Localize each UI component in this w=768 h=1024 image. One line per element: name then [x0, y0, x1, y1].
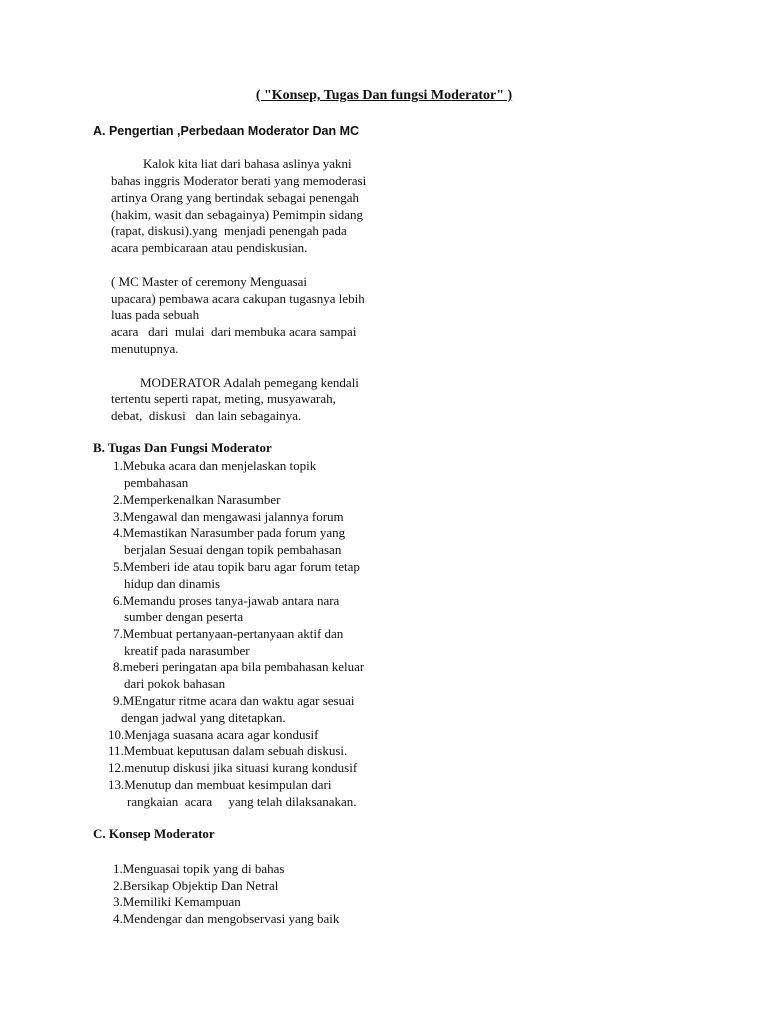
list-item: 9.MEngatur ritme acara dan waktu agar sesuai [113, 693, 355, 708]
list-item: 4.Mendengar dan mengobservasi yang baik [113, 911, 340, 926]
paragraph-line: MODERATOR Adalah pemegang kendali [140, 375, 359, 390]
list-item-continuation: dari pokok bahasan [124, 676, 226, 691]
list-item-continuation: dengan jadwal yang ditetapkan. [121, 710, 286, 725]
list-item: 5.Memberi ide atau topik baru agar forum tetap [113, 559, 360, 574]
list-item-continuation: hidup dan dinamis [124, 576, 221, 591]
list-item-continuation: kreatif pada narasumber [124, 643, 250, 658]
paragraph-line: acara pembicaraan atau pendiskusian. [111, 240, 308, 255]
paragraph-line: (rapat, diskusi).yang menjadi penengah pada [111, 223, 347, 238]
list-item: 12.menutup diskusi jika situasi kurang kondusif [108, 760, 358, 775]
list-item: 13.Menutup dan membuat kesimpulan dari [108, 777, 332, 792]
list-item: 4.Memastikan Narasumber pada forum yang [113, 525, 346, 540]
list-item: 1.Mebuka acara dan menjelaskan topik [113, 458, 317, 473]
list-item: 1.Menguasai topik yang di bahas [113, 861, 285, 876]
list-item-continuation: rangkaian acara yang telah dilaksanakan. [127, 794, 357, 809]
list-item: 11.Membuat keputusan dalam sebuah diskusi. [108, 743, 348, 758]
list-item-continuation: sumber dengan peserta [124, 609, 244, 624]
list-item: 2.Bersikap Objektip Dan Netral [113, 878, 279, 893]
list-item-continuation: pembahasan [124, 475, 189, 490]
paragraph-line: tertentu seperti rapat, meting, musyawarah, [111, 391, 336, 406]
paragraph-line: artinya Orang yang bertindak sebagai penengah [111, 190, 359, 205]
paragraph-line: acara dari mulai dari membuka acara sampai [111, 324, 357, 339]
list-item: 7.Membuat pertanyaan-pertanyaan aktif dan [113, 626, 344, 641]
document-title: ( "Konsep, Tugas Dan fungsi Moderator" ) [255, 88, 513, 103]
section-b-heading: B. Tugas Dan Fungsi Moderator [93, 440, 272, 455]
paragraph-line: debat, diskusi dan lain sebagainya. [111, 408, 302, 423]
paragraph-line: menutupnya. [111, 341, 179, 356]
list-item: 10.Menjaga suasana acara agar kondusif [108, 727, 319, 742]
list-item: 3.Mengawal dan mengawasi jalannya forum [113, 509, 344, 524]
paragraph-line: bahas inggris Moderator berati yang memoderasi [111, 173, 367, 188]
list-item: 6.Memandu proses tanya-jawab antara nara [113, 593, 340, 608]
paragraph-line: (hakim, wasit dan sebagainya) Pemimpin sidang [111, 207, 364, 222]
section-c-heading: C. Konsep Moderator [93, 826, 215, 841]
list-item: 2.Memperkenalkan Narasumber [113, 492, 281, 507]
section-a-heading: A. Pengertian ,Perbedaan Moderator Dan MC [93, 124, 360, 138]
list-item: 3.Memiliki Kemampuan [113, 894, 241, 909]
list-item-continuation: berjalan Sesuai dengan topik pembahasan [124, 542, 342, 557]
paragraph-line: ( MC Master of ceremony Menguasai [111, 274, 308, 289]
list-item: 8.meberi peringatan apa bila pembahasan keluar [113, 659, 365, 674]
paragraph-line: upacara) pembawa acara cakupan tugasnya lebih [111, 291, 365, 306]
paragraph-line: Kalok kita liat dari bahasa aslinya yakni [143, 156, 352, 171]
paragraph-line: luas pada sebuah [111, 307, 200, 322]
